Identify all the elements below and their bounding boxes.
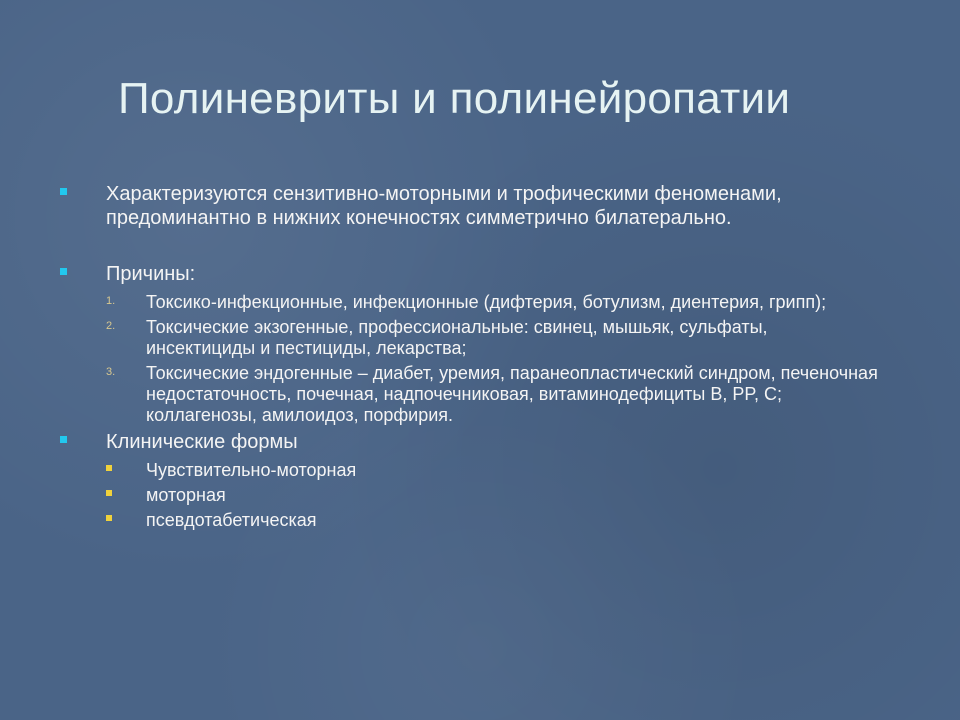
forms-item — [60, 430, 880, 531]
list-number: 3. — [106, 366, 116, 378]
slide-title: Полиневриты и полинейропатии — [118, 74, 791, 123]
form-text: моторная — [146, 485, 226, 505]
form-text: Чувствительно-моторная — [146, 460, 357, 480]
form-item — [106, 460, 880, 481]
forms-label: Клинические формы — [106, 431, 298, 453]
cause-text: Токсические эндогенные – диабет, уремия, паранеопластический синдром, печеночная недостаточность, почечная, надпочечниковая, витаминодефициты B, PP, C; коллагенозы, амилоидоз, порфирия. — [146, 363, 878, 425]
list-number: 1. — [106, 295, 116, 307]
list-number: 2. — [106, 320, 116, 332]
causes-label: Причины: — [106, 263, 196, 285]
square-bullet-icon — [60, 436, 67, 443]
intro-text: Характеризуются сензитивно-моторными и трофическими феноменами, предоминантно в нижних конечностях симметрично билатерально. — [106, 183, 782, 229]
yellow-square-bullet-icon — [106, 465, 112, 471]
cause-item — [106, 317, 880, 359]
yellow-square-bullet-icon — [106, 515, 112, 521]
square-bullet-icon — [60, 268, 67, 275]
cause-item — [106, 292, 880, 313]
cause-text: Токсико-инфекционные, инфекционные (дифтерия, ботулизм, диентерия, грипп); — [146, 292, 827, 312]
cause-text: Токсические экзогенные, профессиональные: свинец, мышьяк, сульфаты, инсектициды и пестициды, лекарства; — [146, 317, 768, 358]
cause-item — [106, 363, 880, 426]
form-text: псевдотабетическая — [146, 510, 317, 530]
square-bullet-icon — [60, 188, 67, 195]
forms-list — [106, 460, 880, 531]
yellow-square-bullet-icon — [106, 490, 112, 496]
intro-item — [60, 182, 880, 230]
causes-item — [60, 262, 880, 426]
slide-content — [60, 182, 880, 535]
causes-list — [106, 292, 880, 426]
form-item — [106, 485, 880, 506]
form-item — [106, 510, 880, 531]
